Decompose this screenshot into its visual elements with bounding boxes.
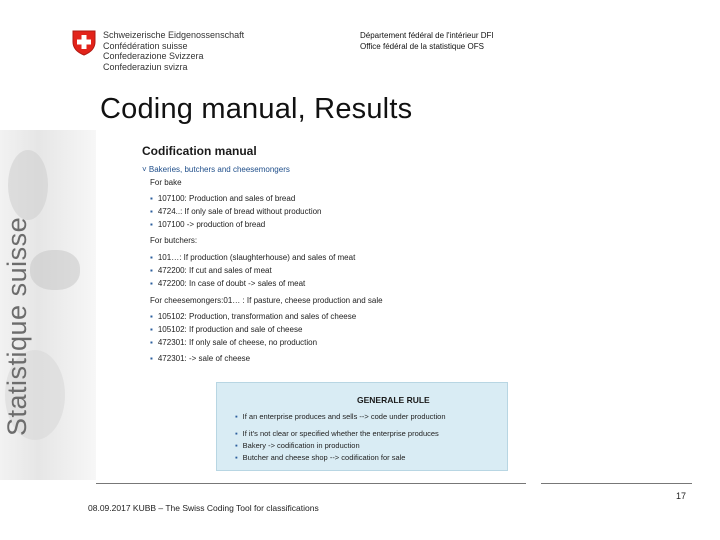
list-item: ▪ 4724..: If only sale of bread without production <box>150 207 322 216</box>
agency-line: Confédération suisse <box>103 40 188 51</box>
dept-line: Département fédéral de l'intérieur DFI <box>360 31 494 40</box>
list-item: ▪ 105102: If production and sale of cheese <box>150 325 302 334</box>
page-number: 17 <box>675 491 686 501</box>
butchers-heading: For butchers: <box>150 236 198 245</box>
dept-line: Office fédéral de la statistique OFS <box>360 41 484 51</box>
photo-shape <box>30 250 80 290</box>
list-item: ▪ 472301: If only sale of cheese, no production <box>150 338 317 347</box>
rule-item: ▪ If an enterprise produces and sells --> code under production <box>235 412 446 421</box>
rule-item: ▪ If it's not clear or specified whether the enterprise produces <box>235 429 439 438</box>
agency-line: Schweizerische Eidgenossenschaft <box>103 30 245 40</box>
footer-divider <box>541 483 692 484</box>
list-item: ▪ 107100: Production and sales of bread <box>150 194 295 203</box>
list-item: ▪ 472301: -> sale of cheese <box>150 354 250 363</box>
footer-divider <box>96 483 526 484</box>
bake-heading: For bake <box>150 178 182 187</box>
rule-item: ▪ Bakery -> codification in production <box>235 441 360 450</box>
list-item: ▪ 101…: If production (slaughterhouse) and sales of meat <box>150 253 355 262</box>
list-item: ▪ 472200: In case of doubt -> sales of meat <box>150 279 305 288</box>
rule-heading: GENERALE RULE <box>357 395 430 405</box>
footer-text: 08.09.2017 KUBB – The Swiss Coding Tool for classifications <box>88 503 319 513</box>
codification-manual-panel <box>128 138 528 373</box>
manual-section-toggle[interactable]: ˅ Bakeries, butchers and cheesemongers <box>142 165 290 174</box>
swiss-crest-icon <box>72 30 96 56</box>
list-item: ▪ 107100 -> production of bread <box>150 220 265 229</box>
list-item: ▪ 472200: If cut and sales of meat <box>150 266 272 275</box>
photo-shape <box>8 150 48 220</box>
side-label: Statistique suisse <box>2 216 32 436</box>
agency-name <box>103 30 244 72</box>
department-name <box>360 31 494 52</box>
slide-title: Coding manual, Results <box>100 93 413 125</box>
general-rule-box <box>216 382 508 471</box>
cheese-heading: For cheesemongers:01… : If pasture, cheese production and sale <box>150 296 383 305</box>
manual-title: Codification manual <box>142 144 257 158</box>
list-item: ▪ 105102: Production, transformation and sales of cheese <box>150 312 356 321</box>
agency-line: Confederazione Svizzera <box>103 51 204 61</box>
rule-item: ▪ Butcher and cheese shop --> codification for sale <box>235 453 405 462</box>
agency-line: Confederaziun svizra <box>103 61 188 72</box>
